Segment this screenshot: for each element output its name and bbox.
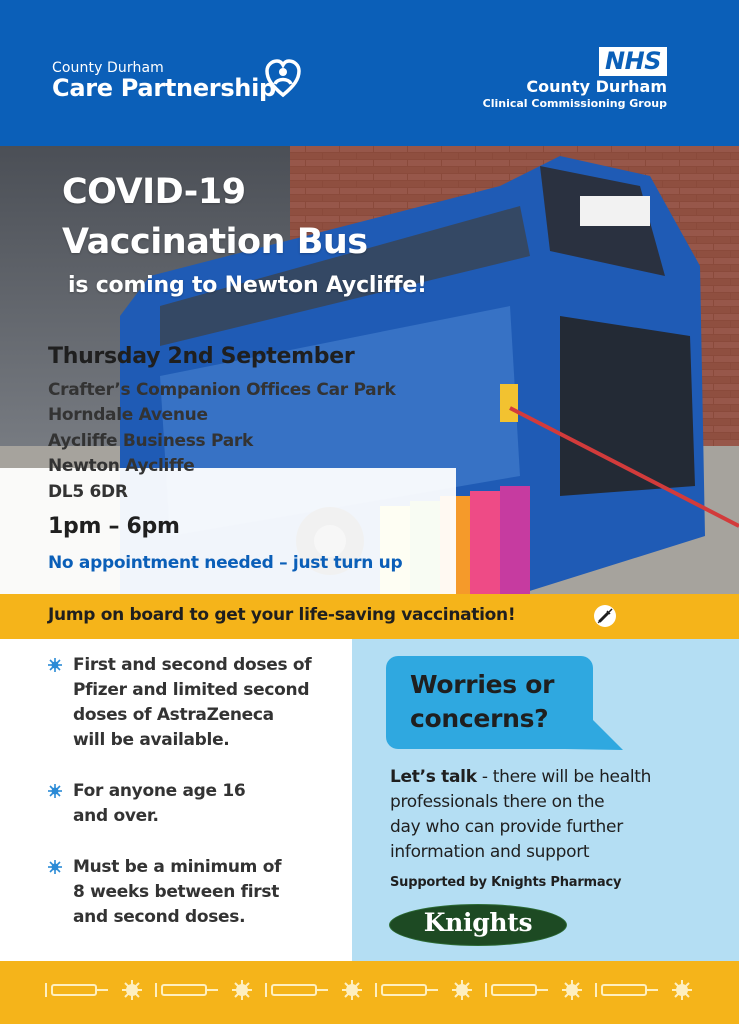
bullet-line: will be available. xyxy=(73,730,230,750)
bullet-line: First and second doses of xyxy=(73,655,312,675)
virus-icon xyxy=(48,658,62,672)
address-line: Aycliffe Business Park xyxy=(48,431,253,451)
lets-talk-rest: - there will be health xyxy=(476,767,652,787)
talk-line: information and support xyxy=(390,842,590,862)
bullet-line: doses of AstraZeneca xyxy=(73,705,274,725)
address-line: Horndale Avenue xyxy=(48,405,208,425)
partnership-big-text: Care Partnership xyxy=(52,74,276,102)
lets-talk-bold: Let’s talk xyxy=(390,767,477,787)
speech-bubble-tail xyxy=(555,720,625,752)
talk-line: professionals there on the xyxy=(390,792,605,812)
knights-logo-text: Knights xyxy=(423,908,533,937)
syringe-icon xyxy=(594,605,616,627)
footer-band xyxy=(0,961,739,1024)
title-vaccination-bus: Vaccination Bus xyxy=(62,222,368,262)
footer-syringe-pattern xyxy=(0,961,739,1024)
supported-by-text: Supported by Knights Pharmacy xyxy=(390,875,622,890)
call-to-action-text: Jump on board to get your life-saving vaccination! xyxy=(48,605,516,625)
title-covid: COVID-19 xyxy=(62,172,246,212)
nhs-ccg-text: Clinical Commissioning Group xyxy=(482,97,667,110)
care-partnership-logo xyxy=(52,60,276,102)
address-line: DL5 6DR xyxy=(48,482,128,502)
bullet-line: Must be a minimum of xyxy=(73,857,282,877)
event-time: 1pm – 6pm xyxy=(48,514,180,539)
concerns-heading: concerns? xyxy=(410,704,549,733)
header-banner xyxy=(0,0,739,146)
bullet-line: For anyone age 16 xyxy=(73,781,246,801)
virus-icon xyxy=(48,860,62,874)
nhs-ccg-logo xyxy=(483,47,667,110)
bullet-line: and second doses. xyxy=(73,907,246,927)
worries-heading: Worries or xyxy=(410,670,555,699)
lets-talk-text xyxy=(390,765,651,865)
address-line: Crafter’s Companion Offices Car Park xyxy=(48,380,396,400)
bullet-line: 8 weeks between first xyxy=(73,882,280,902)
bullet-line: Pfizer and limited second xyxy=(73,680,310,700)
partnership-small-text: County Durham xyxy=(52,60,164,76)
heart-icon xyxy=(264,58,302,98)
title-location: is coming to Newton Aycliffe! xyxy=(68,273,427,298)
no-appointment-note: No appointment needed – just turn up xyxy=(48,553,403,573)
event-date: Thursday 2nd September xyxy=(48,344,355,369)
nhs-county-text: County Durham xyxy=(526,77,667,96)
nhs-logo: NHS xyxy=(599,47,667,76)
virus-icon xyxy=(48,784,62,798)
talk-line: day who can provide further xyxy=(390,817,623,837)
address-line: Newton Aycliffe xyxy=(48,456,195,476)
bullet-line: and over. xyxy=(73,806,159,826)
